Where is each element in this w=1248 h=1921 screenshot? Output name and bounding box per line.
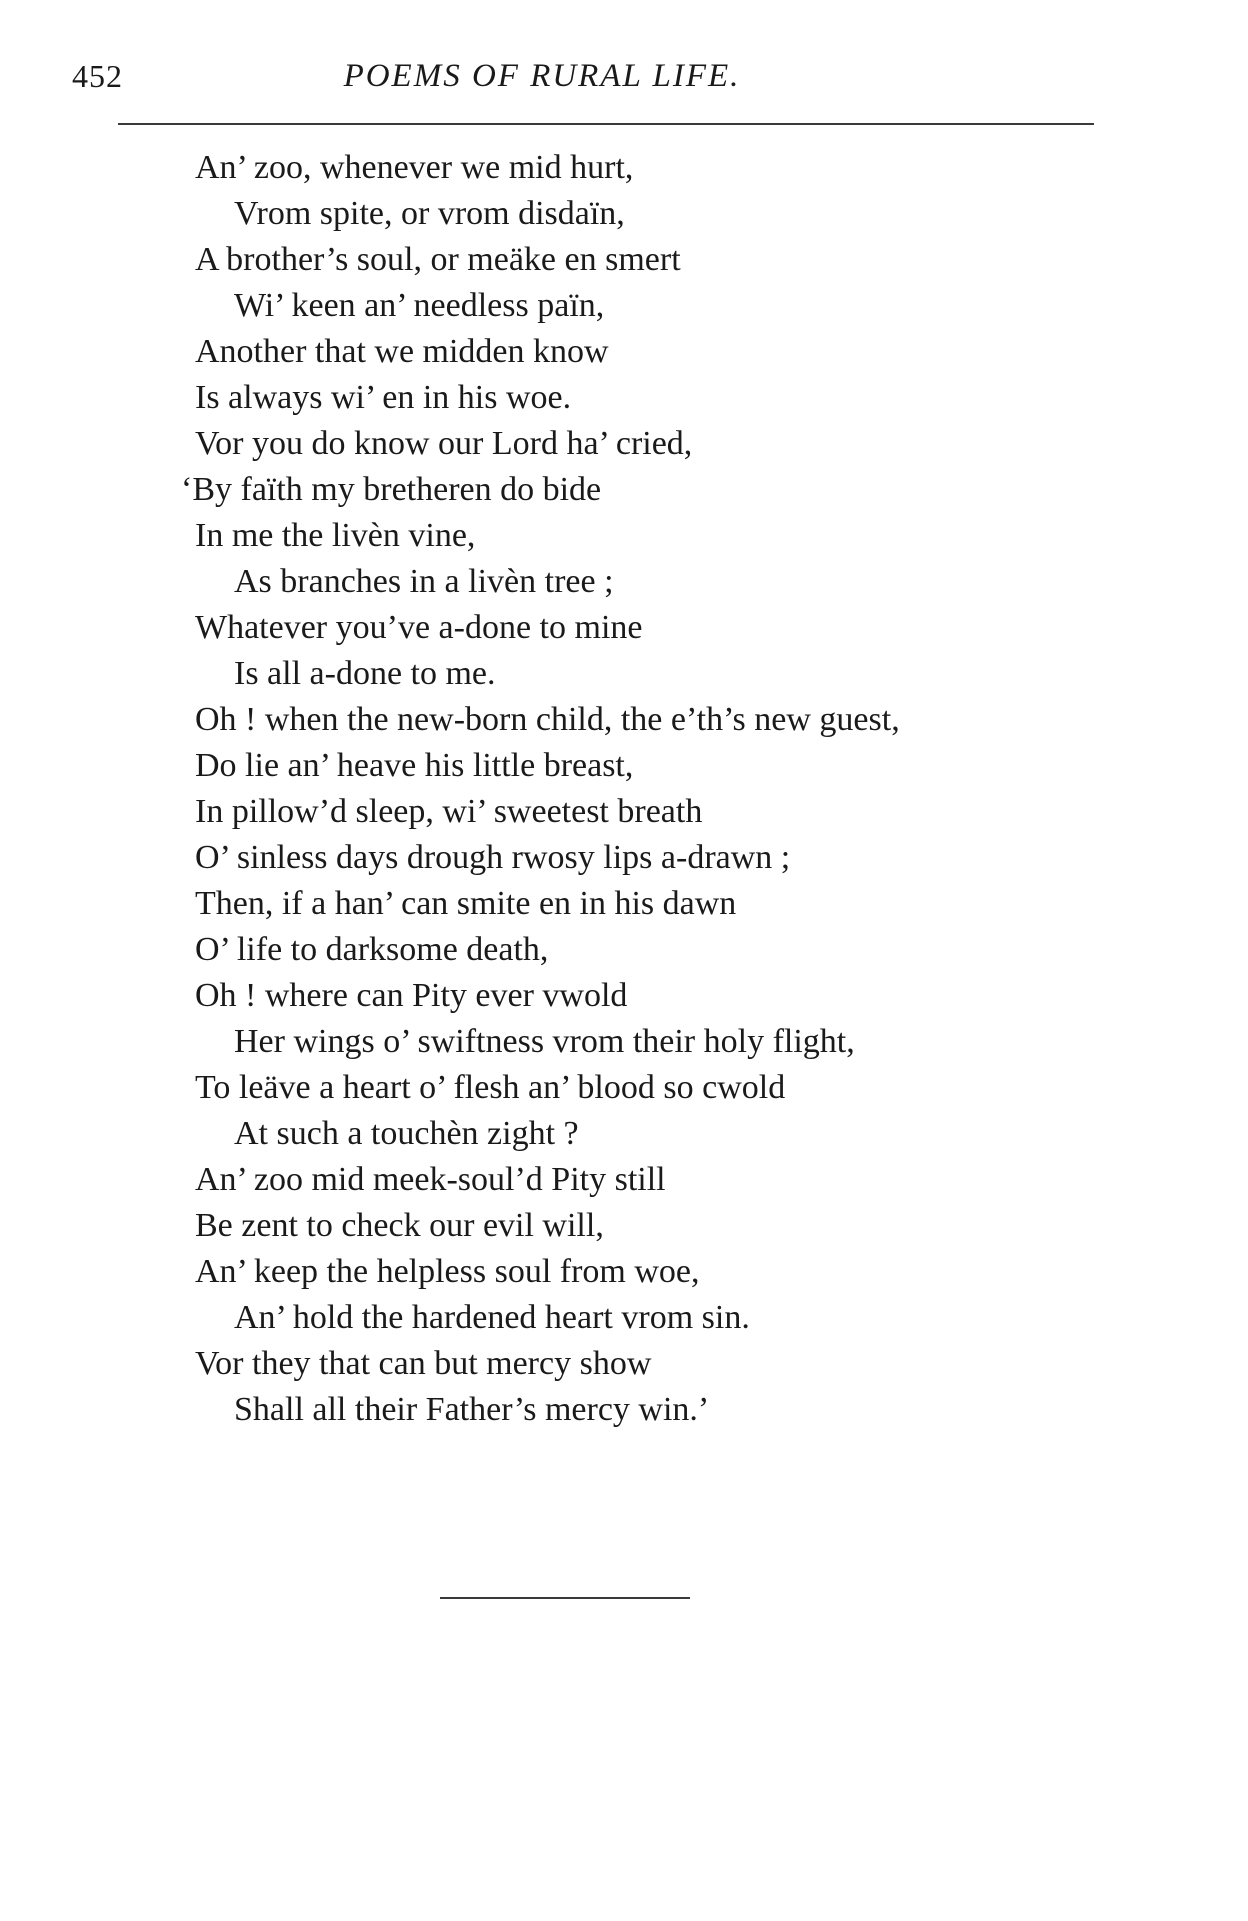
poem-line: An’ zoo mid meek-soul’d Pity still [195,1161,666,1198]
poem-line: Oh ! when the new-born child, the e’th’s new guest, [195,701,900,738]
poem-line: Whatever you’ve a-done to mine [195,609,643,646]
poem-line: At such a touchèn zight ? [234,1115,579,1152]
poem-line: An’ keep the helpless soul from woe, [195,1253,700,1290]
page-number: 452 [72,58,123,94]
poem-line: O’ life to darksome death, [195,931,549,968]
end-rule [440,1597,690,1599]
poem-line: As branches in a livèn tree ; [234,563,614,600]
header-rule [118,123,1094,125]
poem-line: In pillow’d sleep, wi’ sweetest breath [195,793,703,830]
poem-line: O’ sinless days drough rwosy lips a-drawn ; [195,839,791,876]
poem-line: ‘By faïth my bretheren do bide [181,471,602,508]
poem-line: A brother’s soul, or meäke en smert [195,241,681,278]
poem-line: Another that we midden know [195,333,609,370]
poem-line: Vor they that can but mercy show [195,1345,652,1382]
page-header [72,58,1092,106]
poem-line: An’ hold the hardened heart vrom sin. [234,1299,750,1336]
poem-line: To leäve a heart o’ flesh an’ blood so cwold [195,1069,786,1106]
running-title: POEMS OF RURAL LIFE. [343,58,741,94]
poem-line: Wi’ keen an’ needless païn, [234,287,605,324]
poem-line: Be zent to check our evil will, [195,1207,604,1244]
poem-line: An’ zoo, whenever we mid hurt, [195,149,634,186]
poem-line: Vrom spite, or vrom disdaïn, [234,195,625,232]
poem-line: Vor you do know our Lord ha’ cried, [195,425,693,462]
poem-line: Her wings o’ swiftness vrom their holy flight, [234,1023,855,1060]
poem-line: Oh ! where can Pity ever vwold [195,977,628,1014]
poem-line: Is always wi’ en in his woe. [195,379,572,416]
poem-line: Do lie an’ heave his little breast, [195,747,634,784]
poem-line: Shall all their Father’s mercy win.’ [234,1391,710,1428]
poem-line: Is all a-done to me. [234,655,496,692]
poem-line: In me the livèn vine, [195,517,476,554]
poem-body [181,145,1095,1433]
poem-line: Then, if a han’ can smite en in his dawn [195,885,737,922]
